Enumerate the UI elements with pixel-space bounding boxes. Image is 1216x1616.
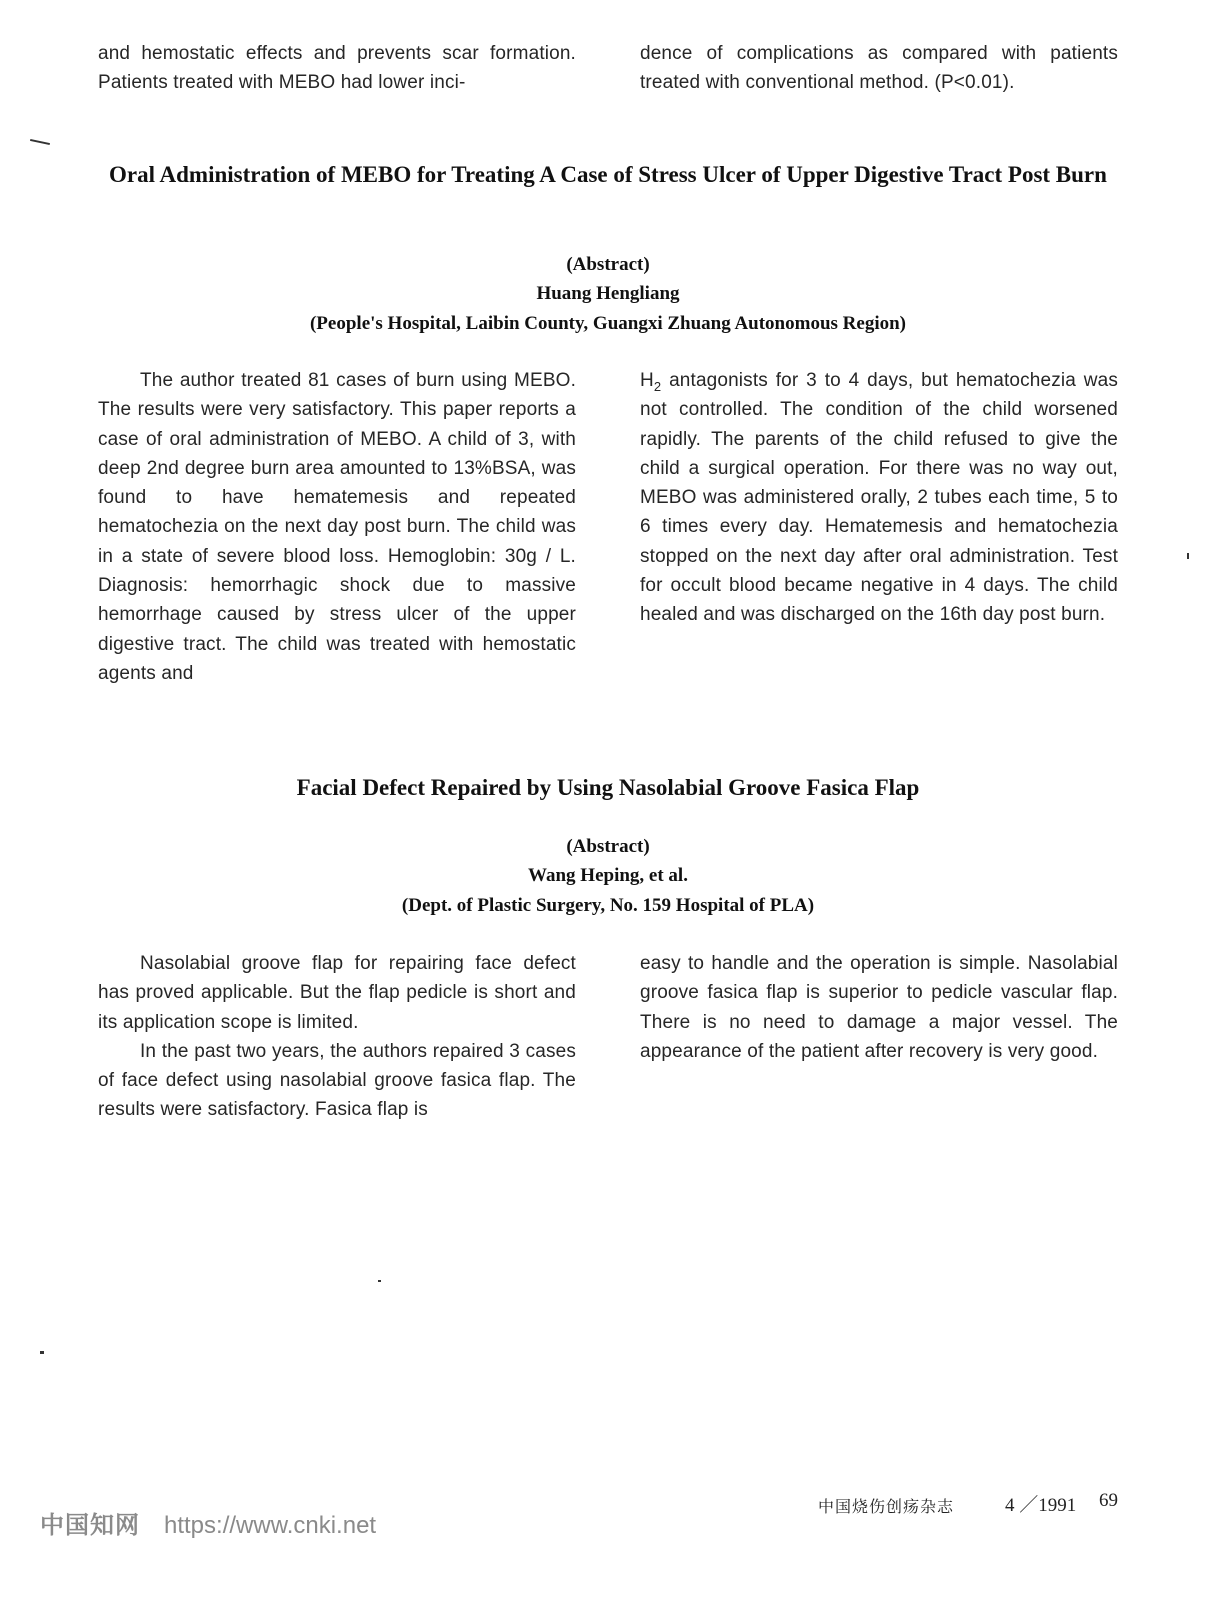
article2-left-paragraph-2: In the past two years, the authors repaired 3 cases of face defect using nasolabial groove fasica flap. The results were satisfactory. Fasica flap is — [98, 1040, 576, 1121]
article1-right-column — [640, 366, 1118, 630]
article1-right-text: antagonists for 3 to 4 days, but hematochezia was not controlled. The condition of the child worsened rapidly. The parents of the child refused to give the child a surgical operation. For there was no way out, MEBO was administered orally, 2 tubes each time, 5 to 6 times every day. Hematemesis and hematochezia stopped on the next day after oral administration. Test for occult blood became negative in 4 days. The child healed and was discharged on the 16th day post burn. — [640, 370, 1118, 626]
article2-affiliation: (Dept. of Plastic Surgery, No. 159 Hospital of PLA) — [401, 895, 815, 916]
article2-right-column — [640, 949, 1118, 1066]
article2-abstract-label: (Abstract) — [566, 836, 650, 857]
article2-author: Wang Heping, et al. — [528, 865, 688, 886]
cnki-logo: 中国知网 — [40, 1511, 140, 1539]
cnki-url: https://www.cnki.net — [164, 1512, 377, 1539]
scan-mark — [378, 1280, 381, 1282]
top-right-text: dence of complications as compared with patients treated with conventional method. (P<0.01). — [640, 43, 1118, 94]
article1-abstract-label: (Abstract) — [566, 254, 650, 275]
cnki-watermark — [40, 1505, 376, 1540]
article1-affiliation: (People's Hospital, Laibin County, Guangxi Zhuang Autonomous Region) — [309, 313, 906, 334]
scan-mark — [30, 139, 50, 145]
article1-title: Oral Administration of MEBO for Treating A Case of Stress Ulcer of Upper Digestive Tract Post Burn — [109, 162, 1107, 187]
top-left-text: and hemostatic effects and prevents scar formation. Patients treated with MEBO had lower inci- — [98, 43, 576, 94]
page-number: 69 — [1099, 1490, 1118, 1511]
article2-title: Facial Defect Repaired by Using Nasolabial Groove Fasica Flap — [296, 775, 920, 800]
issue-number: 4 ／1991 — [1005, 1495, 1077, 1516]
article2-left-paragraph-1: Nasolabial groove flap for repairing face defect has proved applicable. But the flap pedicle is short and its application scope is limited. — [98, 953, 576, 1033]
top-left-column — [98, 39, 576, 98]
article1-left-text: The author treated 81 cases of burn using MEBO. The results were very satisfactory. This paper reports a case of oral administration of MEBO. A child of 3, with deep 2nd degree burn area amounted to 13%BSA, was found to have hematemesis and repeated hematochezia on the next day post burn. The child was in a state of severe blood loss. Hemoglobin: 30g / L. Diagnosis: hemorrhagic shock due to massive hemorrhage caused by stress ulcer of the upper digestive tract. The child was treated with hemostatic agents and — [98, 370, 576, 684]
article1-right-paragraph — [640, 366, 1118, 630]
article1-right-subscript: 2 — [653, 378, 662, 394]
article1-left-column — [98, 366, 576, 688]
scan-mark — [40, 1351, 44, 1354]
article1-right-h: H — [640, 370, 654, 391]
top-right-column — [640, 39, 1118, 98]
scan-mark — [1187, 553, 1189, 559]
article1-author: Huang Hengliang — [536, 283, 680, 304]
article2-left-column — [98, 949, 576, 1125]
article2-right-text: easy to handle and the operation is simple. Nasolabial groove fasica flap is superior to pedicle vascular flap. There is no need to damage a major vessel. The appearance of the patient after recovery is very good. — [640, 953, 1118, 1062]
journal-name: 中国烧伤创疡杂志 — [818, 1497, 955, 1516]
